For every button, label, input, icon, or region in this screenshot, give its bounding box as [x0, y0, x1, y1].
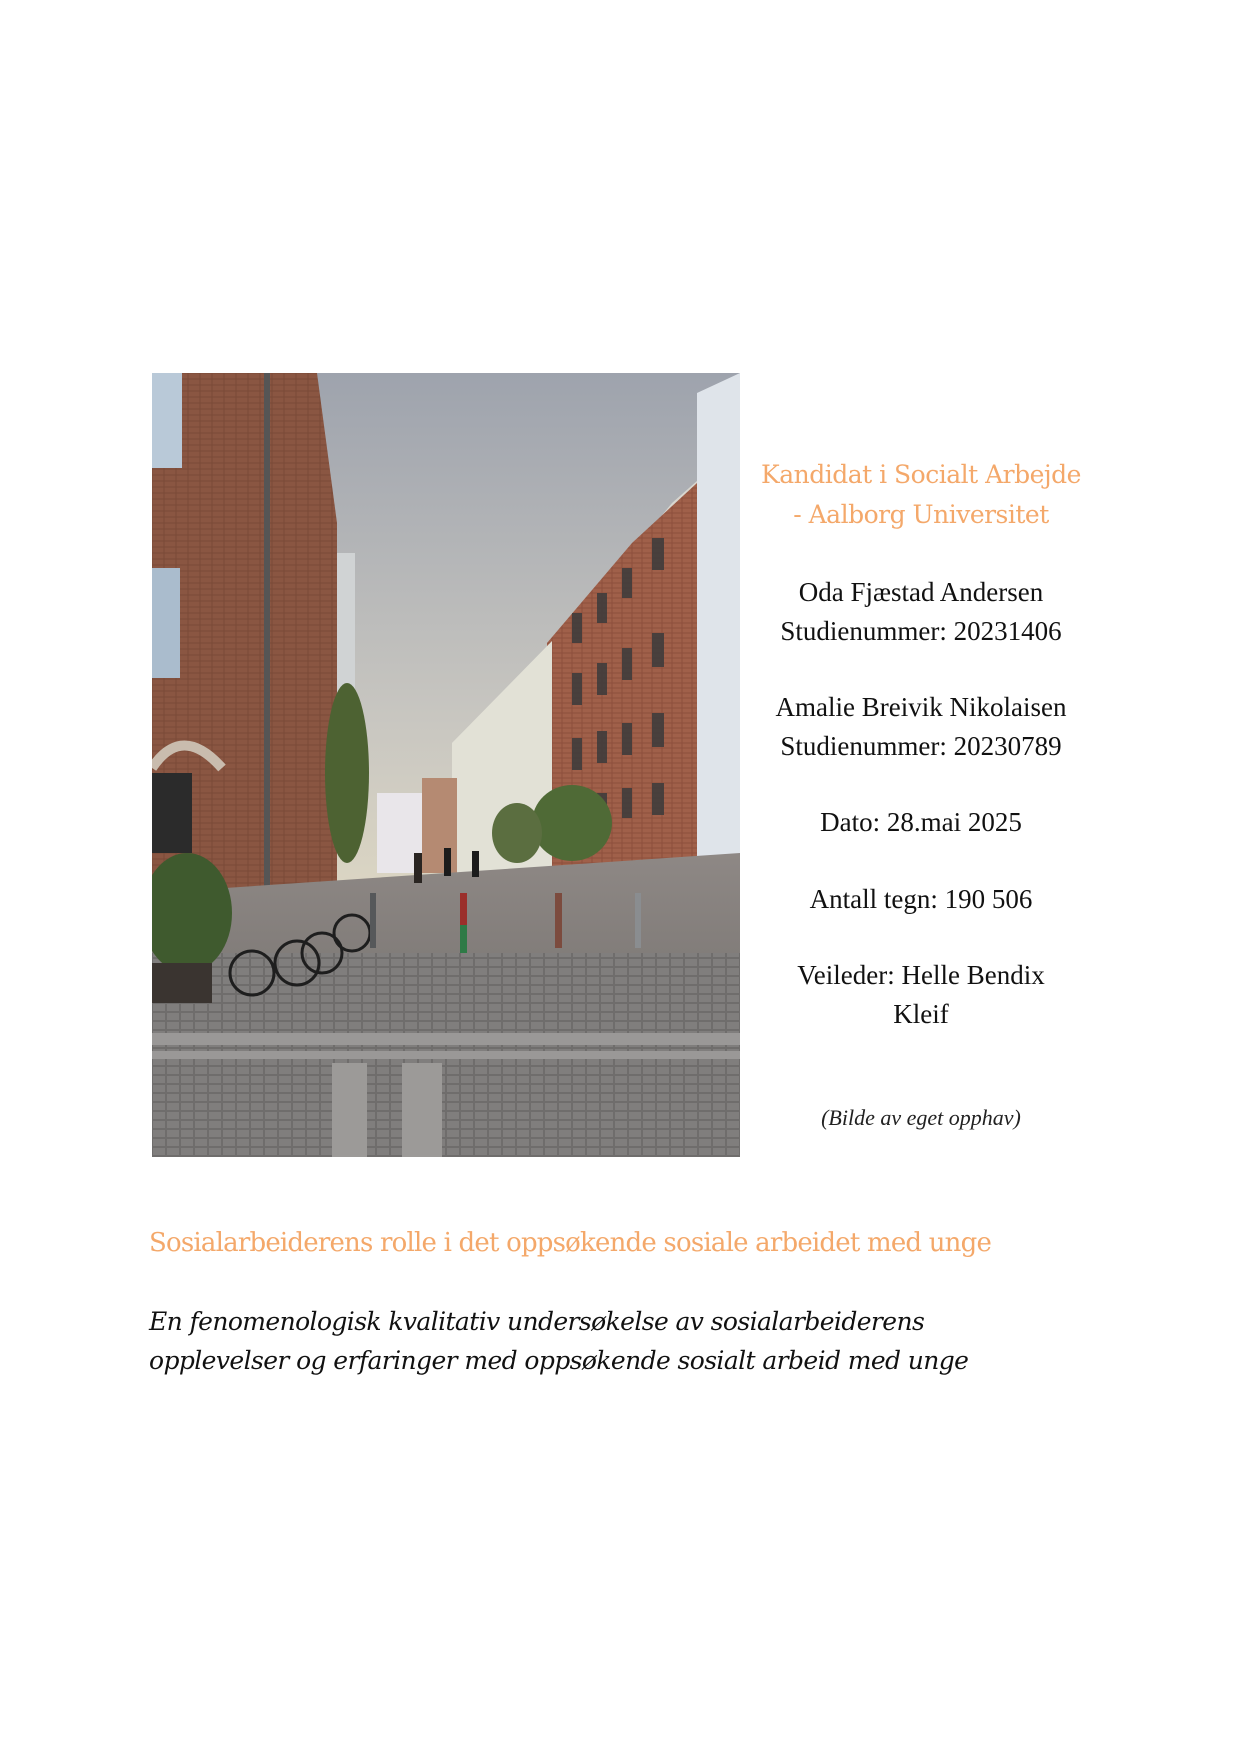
- institution-heading: [745, 455, 1097, 535]
- thesis-title: Sosialarbeiderens rolle i det oppsøkende sosiale arbeidet med unge: [149, 1228, 992, 1258]
- author-student-number: Studienummer: 20230789: [780, 730, 1062, 761]
- institution-line-1: Kandidat i Socialt Arbejde: [761, 460, 1081, 489]
- date-text: Dato: 28.mai 2025: [820, 807, 1022, 837]
- character-count-text: Antall tegn: 190 506: [809, 883, 1033, 914]
- thesis-subtitle: [149, 1302, 1109, 1380]
- author-2: [745, 688, 1097, 765]
- supervisor: [745, 956, 1097, 1033]
- author-name: Amalie Breivik Nikolaisen: [775, 692, 1067, 722]
- author-1: [745, 573, 1097, 650]
- cover-info-panel: [745, 455, 1097, 1131]
- cover-photo: [152, 373, 740, 1157]
- institution-line-2: - Aalborg Universitet: [793, 500, 1049, 529]
- character-count: [745, 880, 1097, 919]
- author-name: Oda Fjæstad Andersen: [798, 577, 1044, 607]
- subtitle-line-1: En fenomenologisk kvalitativ undersøkelse av sosialarbeiderens: [149, 1307, 925, 1336]
- supervisor-line-2: Kleif: [893, 998, 949, 1029]
- supervisor-line-1: Veileder: Helle Bendix: [797, 960, 1045, 990]
- street-photo-illustration: [152, 373, 740, 1157]
- subtitle-line-2: opplevelser og erfaringer med oppsøkende sosialt arbeid med unge: [149, 1346, 969, 1375]
- author-student-number: Studienummer: 20231406: [780, 615, 1062, 646]
- date: [745, 803, 1097, 842]
- photo-caption: (Bilde av eget opphav): [821, 1105, 1021, 1130]
